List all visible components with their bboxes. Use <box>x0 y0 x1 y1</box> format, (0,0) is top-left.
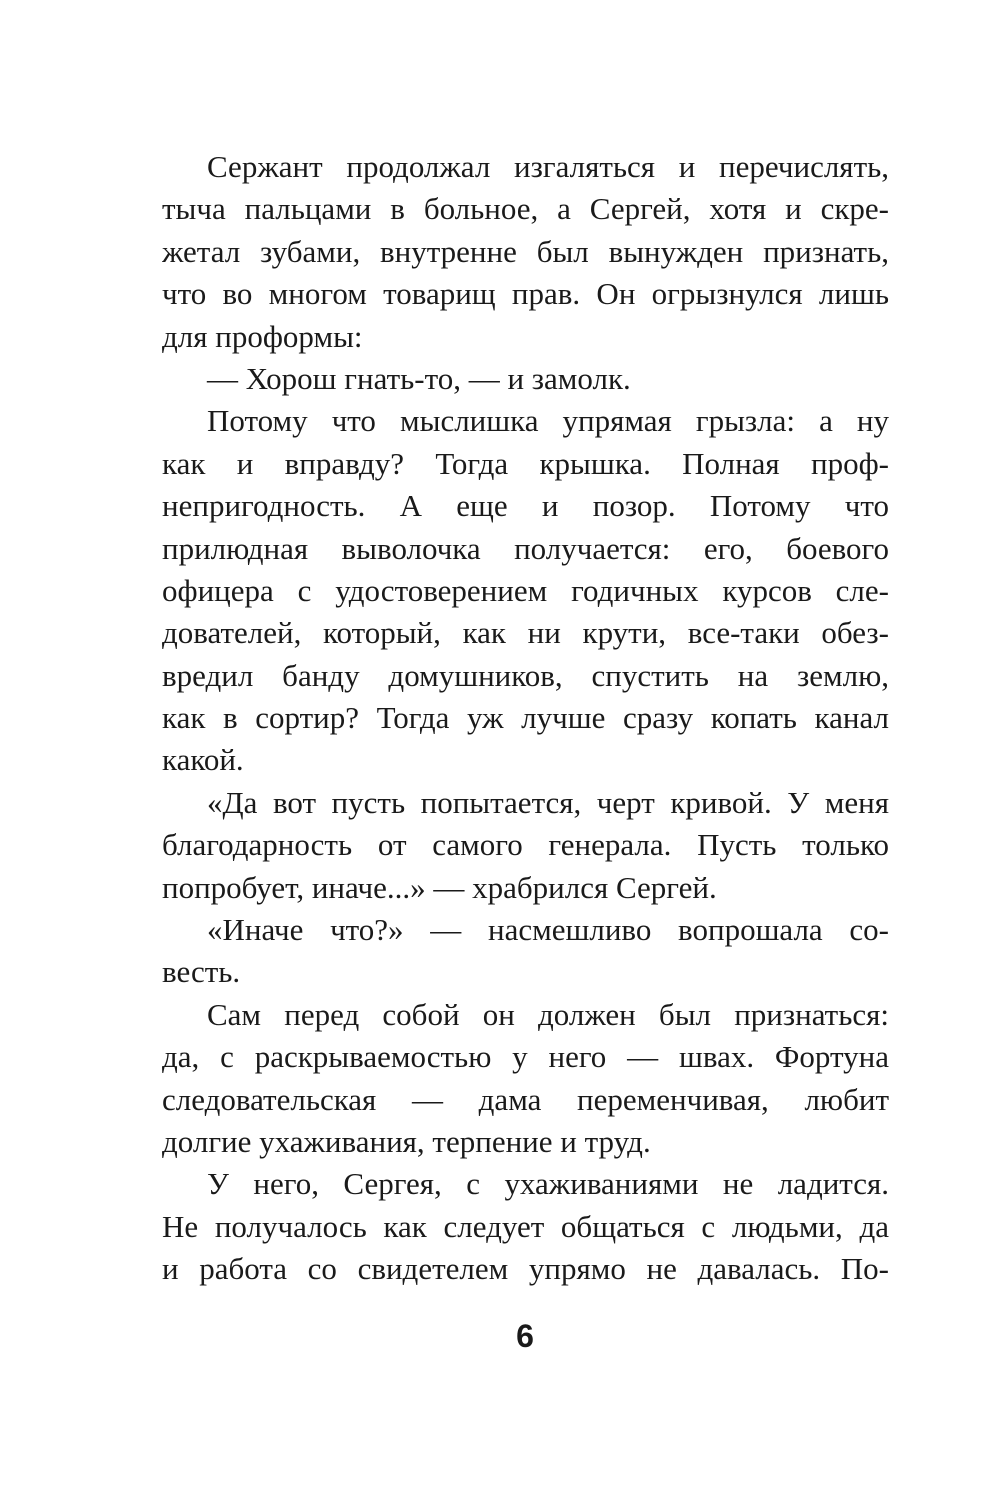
text-line: «Да вот пусть попытается, черт кривой. У меня <box>207 784 889 820</box>
text-line: какой. <box>162 742 244 778</box>
text-line: Сержант продолжал изгаляться и перечислять, <box>207 149 889 184</box>
text-line: да, с раскрываемостью у него — швах. Фортуна <box>162 1039 889 1075</box>
text-line: «Иначе что?» — насмешливо вопрошала со- <box>207 912 889 948</box>
text-line: следовательская — дама переменчивая, любит <box>162 1081 889 1117</box>
text-line: прилюдная выволочка получается: его, боевого <box>162 530 889 566</box>
text-line: тыча пальцами в больное, а Сергей, хотя и скре- <box>162 191 889 227</box>
text-line: вредил банду домушников, спустить на землю, <box>162 657 889 693</box>
text-line: и работа со свидетелем упрямо не давалась. По- <box>162 1251 889 1287</box>
text-line: Сам перед собой он должен был признаться: <box>207 996 889 1032</box>
text-line: Не получалось как следует общаться с людьми, да <box>162 1208 889 1244</box>
paragraph <box>162 400 889 782</box>
text-line: попробует, иначе...» — храбрился Сергей. <box>162 869 717 905</box>
text-line: дователей, который, как ни крути, все-таки обез- <box>162 615 889 651</box>
text-line: Потому что мыслишка упрямая грызла: а ну <box>207 403 889 439</box>
paragraph <box>162 146 889 358</box>
page-number: 6 <box>516 1318 534 1354</box>
text-line: непригодность. А еще и позор. Потому что <box>162 488 889 524</box>
text-line: для проформы: <box>162 318 363 354</box>
text-line: как в сортир? Тогда уж лучше сразу копать канал <box>162 700 889 736</box>
paragraph <box>162 994 889 1164</box>
body-text <box>162 146 889 1291</box>
text-line: благодарность от самого генерала. Пусть только <box>162 827 889 863</box>
text-line: как и вправду? Тогда крышка. Полная проф- <box>162 445 889 481</box>
text-line: офицера с удостоверением годичных курсов сле- <box>162 572 889 608</box>
text-line: что во многом товарищ прав. Он огрызнулся лишь <box>162 276 889 312</box>
paragraph <box>162 358 889 400</box>
paragraph <box>162 909 889 994</box>
text-line: весть. <box>162 954 241 990</box>
paragraph <box>162 782 889 909</box>
text-line: жетал зубами, внутренне был вынужден признать, <box>162 233 889 269</box>
text-line: долгие ухаживания, терпение и труд. <box>162 1123 651 1159</box>
text-line: У него, Сергея, с ухаживаниями не ладится. <box>207 1166 889 1202</box>
paragraph <box>162 1163 889 1290</box>
text-line: — Хорош гнать-то, — и замолк. <box>207 360 631 396</box>
